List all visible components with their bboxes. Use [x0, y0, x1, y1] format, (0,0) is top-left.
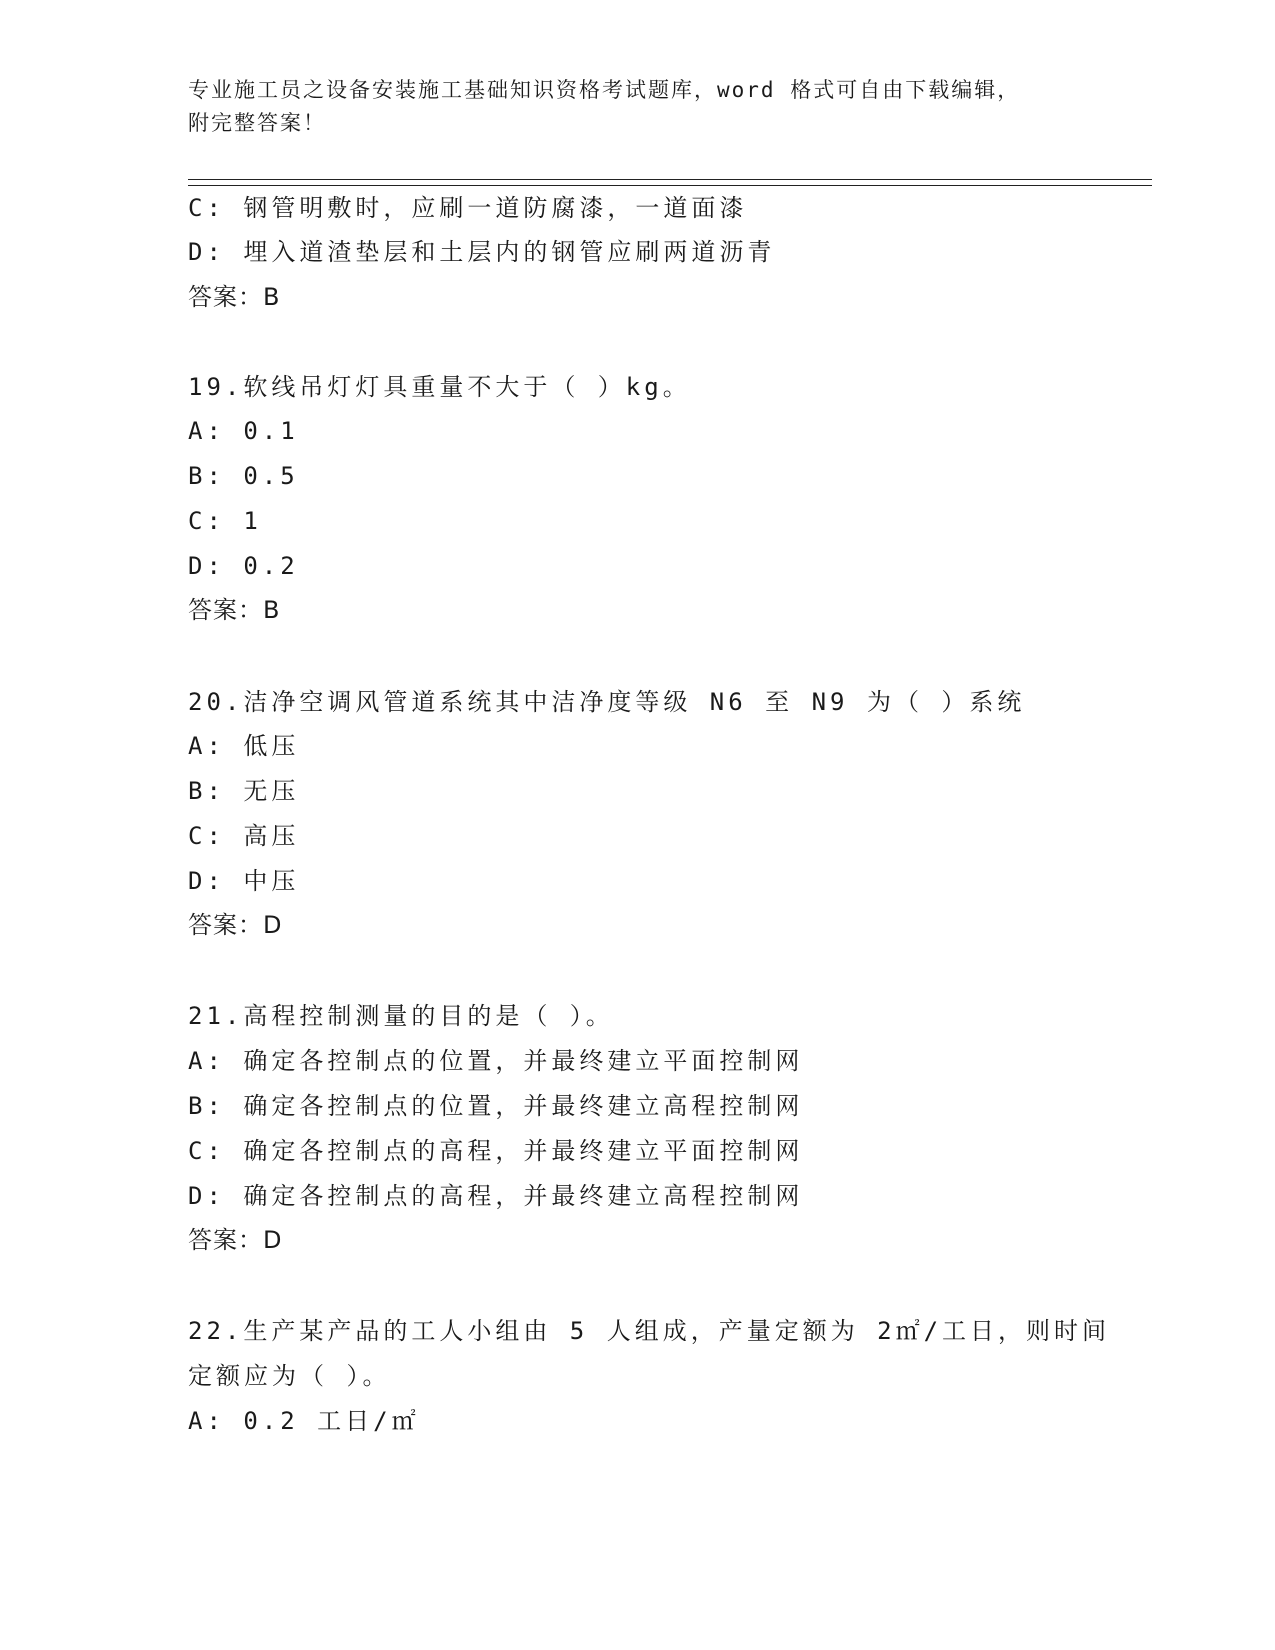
- header-title-line-1: 专业施工员之设备安装施工基础知识资格考试题库，word 格式可自由下载编辑，: [188, 78, 1021, 102]
- header-divider-top: [188, 179, 1152, 180]
- q21-option-a: A: 确定各控制点的位置，并最终建立平面控制网: [188, 1047, 804, 1075]
- q20-answer: 答案：D: [188, 911, 283, 939]
- q20-option-a: A: 低压: [188, 732, 300, 760]
- header-title-line-2: 附完整答案！: [188, 111, 326, 135]
- q19-answer: 答案：B: [188, 596, 281, 624]
- q22-option-a: A: 0.2 工日/㎡: [188, 1407, 420, 1435]
- q21-option-c: C: 确定各控制点的高程，并最终建立平面控制网: [188, 1137, 804, 1165]
- question-21: 21.高程控制测量的目的是（ ）。: [188, 1002, 614, 1030]
- q19-option-c: C: 1: [188, 507, 262, 535]
- header-divider-bottom: [188, 185, 1152, 186]
- question-22-line-2: 定额应为（ ）。: [188, 1362, 391, 1390]
- option-d-prev: D: 埋入道渣垫层和土层内的钢管应刷两道沥青: [188, 238, 776, 266]
- q19-option-d: D: 0.2: [188, 552, 299, 580]
- question-20: 20.洁净空调风管道系统其中洁净度等级 N6 至 N9 为（ ）系统: [188, 688, 1026, 716]
- option-c-prev: C: 钢管明敷时，应刷一道防腐漆，一道面漆: [188, 194, 748, 222]
- answer-prev: 答案：B: [188, 283, 281, 311]
- document-header: [188, 74, 1148, 140]
- q19-option-b: B: 0.5: [188, 462, 299, 490]
- q21-answer: 答案：D: [188, 1226, 283, 1254]
- q21-option-d: D: 确定各控制点的高程，并最终建立高程控制网: [188, 1182, 804, 1210]
- question-19: 19.软线吊灯灯具重量不大于（ ）kg。: [188, 373, 691, 401]
- q20-option-b: B: 无压: [188, 777, 300, 805]
- q20-option-d: D: 中压: [188, 867, 300, 895]
- q20-option-c: C: 高压: [188, 822, 300, 850]
- q19-option-a: A: 0.1: [188, 417, 299, 445]
- q21-option-b: B: 确定各控制点的位置，并最终建立高程控制网: [188, 1092, 804, 1120]
- question-22-line-1: 22.生产某产品的工人小组由 5 人组成，产量定额为 2㎡/工日，则时间: [188, 1317, 1111, 1345]
